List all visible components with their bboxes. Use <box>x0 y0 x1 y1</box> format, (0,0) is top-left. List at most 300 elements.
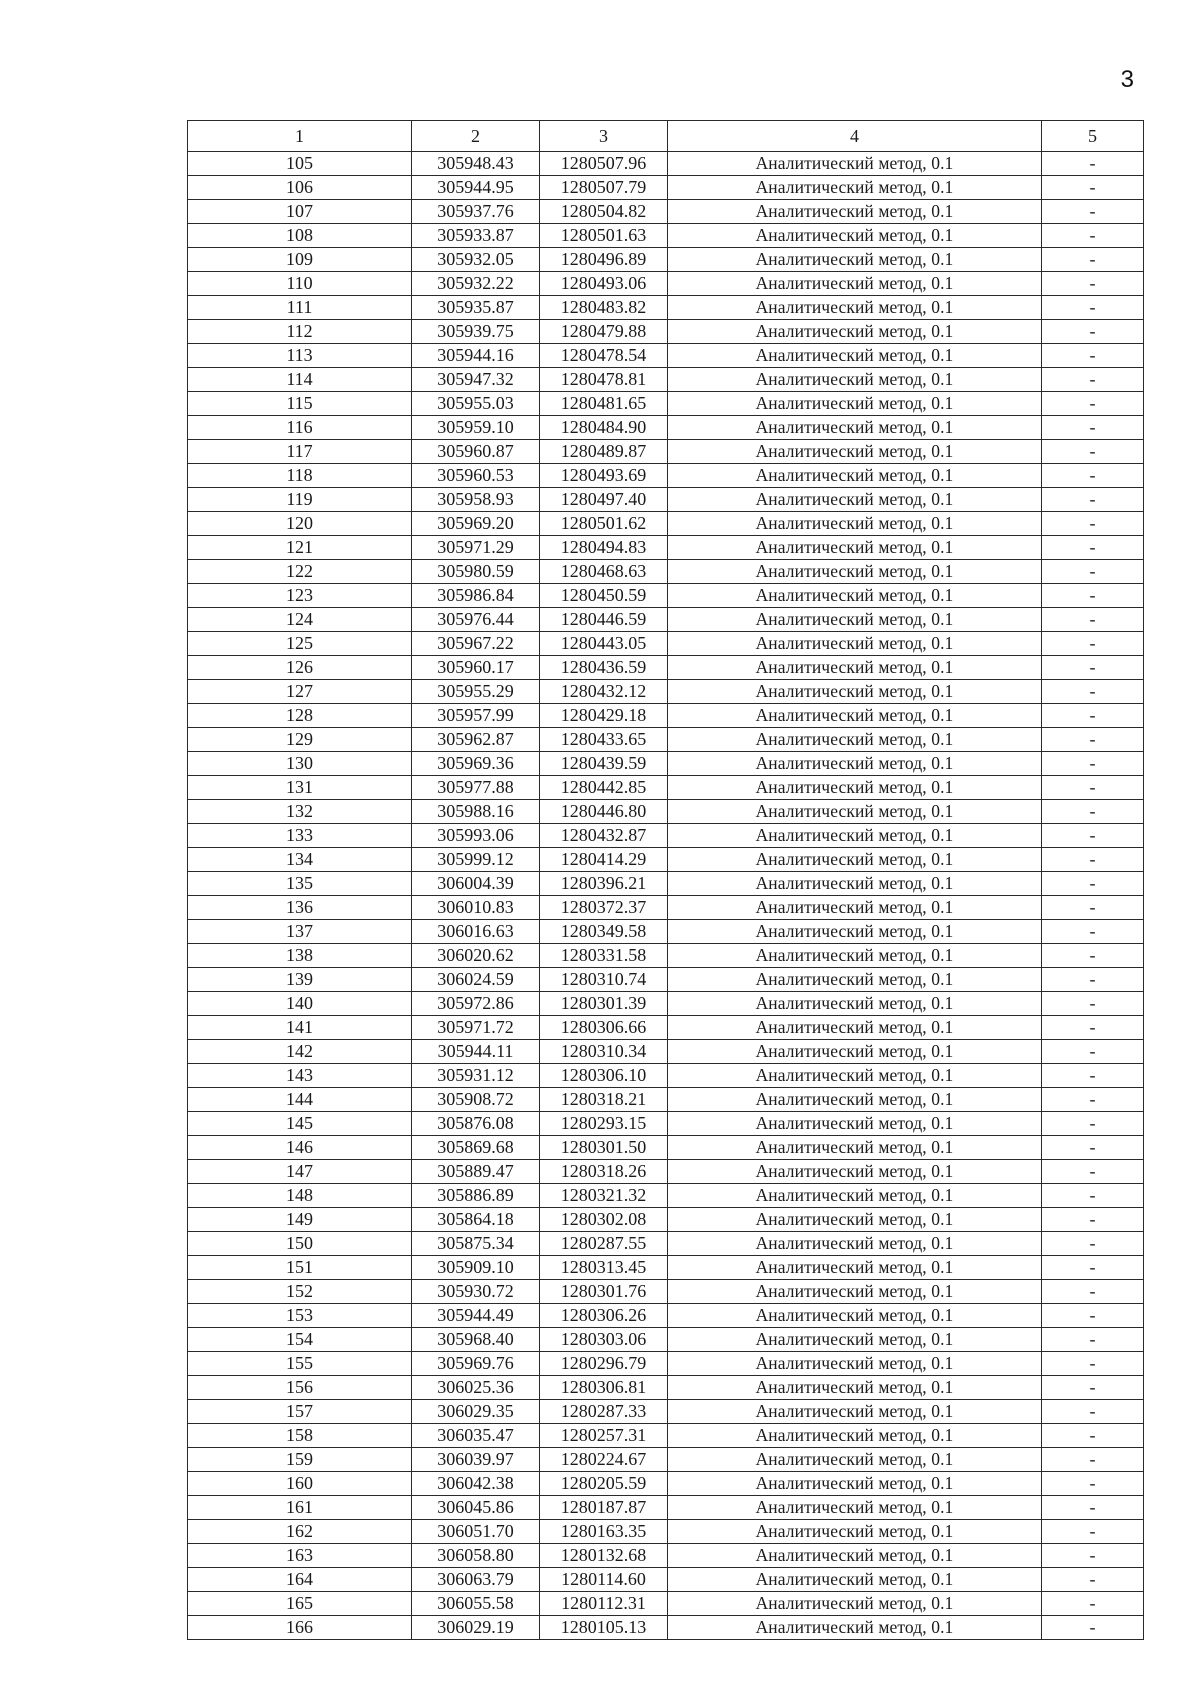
method-cell: Аналитический метод, 0.1 <box>668 320 1042 344</box>
method-cell: Аналитический метод, 0.1 <box>668 1568 1042 1592</box>
table-row <box>188 536 1144 560</box>
table-row <box>188 1160 1144 1184</box>
point-number-cell: 134 <box>188 848 412 872</box>
table-row <box>188 776 1144 800</box>
table-row <box>188 176 1144 200</box>
point-number-cell: 107 <box>188 200 412 224</box>
method-cell: Аналитический метод, 0.1 <box>668 1424 1042 1448</box>
method-cell: Аналитический метод, 0.1 <box>668 1472 1042 1496</box>
method-cell: Аналитический метод, 0.1 <box>668 1352 1042 1376</box>
y-coordinate-cell: 1280112.31 <box>540 1592 668 1616</box>
x-coordinate-cell: 305980.59 <box>412 560 540 584</box>
table-body <box>188 152 1144 1640</box>
method-cell: Аналитический метод, 0.1 <box>668 1112 1042 1136</box>
table-row <box>188 1376 1144 1400</box>
table-row <box>188 1280 1144 1304</box>
x-coordinate-cell: 305908.72 <box>412 1088 540 1112</box>
point-number-cell: 141 <box>188 1016 412 1040</box>
x-coordinate-cell: 305976.44 <box>412 608 540 632</box>
description-cell: - <box>1042 944 1144 968</box>
x-coordinate-cell: 305962.87 <box>412 728 540 752</box>
description-cell: - <box>1042 1328 1144 1352</box>
description-cell: - <box>1042 1208 1144 1232</box>
y-coordinate-cell: 1280287.55 <box>540 1232 668 1256</box>
x-coordinate-cell: 305955.03 <box>412 392 540 416</box>
table-row <box>188 800 1144 824</box>
x-coordinate-cell: 305969.76 <box>412 1352 540 1376</box>
y-coordinate-cell: 1280496.89 <box>540 248 668 272</box>
table-row <box>188 1472 1144 1496</box>
point-number-cell: 122 <box>188 560 412 584</box>
point-number-cell: 124 <box>188 608 412 632</box>
y-coordinate-cell: 1280481.65 <box>540 392 668 416</box>
y-coordinate-cell: 1280302.08 <box>540 1208 668 1232</box>
point-number-cell: 151 <box>188 1256 412 1280</box>
x-coordinate-cell: 305958.93 <box>412 488 540 512</box>
description-cell: - <box>1042 1472 1144 1496</box>
x-coordinate-cell: 305939.75 <box>412 320 540 344</box>
method-cell: Аналитический метод, 0.1 <box>668 968 1042 992</box>
table-row <box>188 968 1144 992</box>
table-row <box>188 1568 1144 1592</box>
y-coordinate-cell: 1280321.32 <box>540 1184 668 1208</box>
method-cell: Аналитический метод, 0.1 <box>668 1256 1042 1280</box>
method-cell: Аналитический метод, 0.1 <box>668 752 1042 776</box>
method-cell: Аналитический метод, 0.1 <box>668 1136 1042 1160</box>
y-coordinate-cell: 1280484.90 <box>540 416 668 440</box>
table-row <box>188 1088 1144 1112</box>
point-number-cell: 156 <box>188 1376 412 1400</box>
point-number-cell: 133 <box>188 824 412 848</box>
table-row <box>188 872 1144 896</box>
point-number-cell: 157 <box>188 1400 412 1424</box>
point-number-cell: 113 <box>188 344 412 368</box>
point-number-cell: 111 <box>188 296 412 320</box>
point-number-cell: 138 <box>188 944 412 968</box>
y-coordinate-cell: 1280114.60 <box>540 1568 668 1592</box>
description-cell: - <box>1042 272 1144 296</box>
table-row <box>188 224 1144 248</box>
method-cell: Аналитический метод, 0.1 <box>668 440 1042 464</box>
table-row <box>188 464 1144 488</box>
point-number-cell: 140 <box>188 992 412 1016</box>
x-coordinate-cell: 305993.06 <box>412 824 540 848</box>
x-coordinate-cell: 305889.47 <box>412 1160 540 1184</box>
method-cell: Аналитический метод, 0.1 <box>668 824 1042 848</box>
table-row <box>188 272 1144 296</box>
point-number-cell: 135 <box>188 872 412 896</box>
y-coordinate-cell: 1280306.66 <box>540 1016 668 1040</box>
x-coordinate-cell: 305876.08 <box>412 1112 540 1136</box>
x-coordinate-cell: 306051.70 <box>412 1520 540 1544</box>
description-cell: - <box>1042 1136 1144 1160</box>
x-coordinate-cell: 305986.84 <box>412 584 540 608</box>
method-cell: Аналитический метод, 0.1 <box>668 1016 1042 1040</box>
x-coordinate-cell: 306010.83 <box>412 896 540 920</box>
description-cell: - <box>1042 1304 1144 1328</box>
y-coordinate-cell: 1280432.87 <box>540 824 668 848</box>
description-cell: - <box>1042 1040 1144 1064</box>
y-coordinate-cell: 1280414.29 <box>540 848 668 872</box>
y-coordinate-cell: 1280318.26 <box>540 1160 668 1184</box>
x-coordinate-cell: 306025.36 <box>412 1376 540 1400</box>
y-coordinate-cell: 1280301.50 <box>540 1136 668 1160</box>
x-coordinate-cell: 305944.16 <box>412 344 540 368</box>
y-coordinate-cell: 1280468.63 <box>540 560 668 584</box>
description-cell: - <box>1042 440 1144 464</box>
method-cell: Аналитический метод, 0.1 <box>668 296 1042 320</box>
y-coordinate-cell: 1280479.88 <box>540 320 668 344</box>
page-number: 3 <box>1120 66 1134 93</box>
point-number-cell: 146 <box>188 1136 412 1160</box>
table-row <box>188 728 1144 752</box>
method-cell: Аналитический метод, 0.1 <box>668 1208 1042 1232</box>
point-number-cell: 118 <box>188 464 412 488</box>
x-coordinate-cell: 305960.87 <box>412 440 540 464</box>
point-number-cell: 121 <box>188 536 412 560</box>
y-coordinate-cell: 1280301.39 <box>540 992 668 1016</box>
description-cell: - <box>1042 464 1144 488</box>
point-number-cell: 159 <box>188 1448 412 1472</box>
table-row <box>188 1592 1144 1616</box>
point-number-cell: 112 <box>188 320 412 344</box>
description-cell: - <box>1042 392 1144 416</box>
y-coordinate-cell: 1280310.74 <box>540 968 668 992</box>
point-number-cell: 127 <box>188 680 412 704</box>
point-number-cell: 160 <box>188 1472 412 1496</box>
x-coordinate-cell: 305968.40 <box>412 1328 540 1352</box>
description-cell: - <box>1042 560 1144 584</box>
method-cell: Аналитический метод, 0.1 <box>668 1448 1042 1472</box>
y-coordinate-cell: 1280507.96 <box>540 152 668 176</box>
y-coordinate-cell: 1280303.06 <box>540 1328 668 1352</box>
point-number-cell: 131 <box>188 776 412 800</box>
table-row <box>188 1616 1144 1640</box>
description-cell: - <box>1042 776 1144 800</box>
x-coordinate-cell: 305933.87 <box>412 224 540 248</box>
method-cell: Аналитический метод, 0.1 <box>668 632 1042 656</box>
x-coordinate-cell: 305988.16 <box>412 800 540 824</box>
x-coordinate-cell: 305948.43 <box>412 152 540 176</box>
description-cell: - <box>1042 1280 1144 1304</box>
x-coordinate-cell: 305875.34 <box>412 1232 540 1256</box>
x-coordinate-cell: 305944.49 <box>412 1304 540 1328</box>
table-row <box>188 560 1144 584</box>
point-number-cell: 153 <box>188 1304 412 1328</box>
table-row <box>188 848 1144 872</box>
table-row <box>188 632 1144 656</box>
x-coordinate-cell: 306055.58 <box>412 1592 540 1616</box>
table-row <box>188 656 1144 680</box>
x-coordinate-cell: 306063.79 <box>412 1568 540 1592</box>
x-coordinate-cell: 306035.47 <box>412 1424 540 1448</box>
method-cell: Аналитический метод, 0.1 <box>668 1592 1042 1616</box>
x-coordinate-cell: 306029.35 <box>412 1400 540 1424</box>
description-cell: - <box>1042 1568 1144 1592</box>
point-number-cell: 149 <box>188 1208 412 1232</box>
x-coordinate-cell: 305886.89 <box>412 1184 540 1208</box>
description-cell: - <box>1042 224 1144 248</box>
description-cell: - <box>1042 872 1144 896</box>
y-coordinate-cell: 1280436.59 <box>540 656 668 680</box>
method-cell: Аналитический метод, 0.1 <box>668 920 1042 944</box>
point-number-cell: 148 <box>188 1184 412 1208</box>
description-cell: - <box>1042 1160 1144 1184</box>
table-row <box>188 584 1144 608</box>
description-cell: - <box>1042 1184 1144 1208</box>
y-coordinate-cell: 1280257.31 <box>540 1424 668 1448</box>
x-coordinate-cell: 305931.12 <box>412 1064 540 1088</box>
point-number-cell: 161 <box>188 1496 412 1520</box>
table-row <box>188 1112 1144 1136</box>
description-cell: - <box>1042 752 1144 776</box>
y-coordinate-cell: 1280396.21 <box>540 872 668 896</box>
point-number-cell: 117 <box>188 440 412 464</box>
method-cell: Аналитический метод, 0.1 <box>668 608 1042 632</box>
y-coordinate-cell: 1280493.06 <box>540 272 668 296</box>
method-cell: Аналитический метод, 0.1 <box>668 344 1042 368</box>
description-cell: - <box>1042 1616 1144 1640</box>
table-row <box>188 992 1144 1016</box>
method-cell: Аналитический метод, 0.1 <box>668 488 1042 512</box>
description-cell: - <box>1042 608 1144 632</box>
point-number-cell: 106 <box>188 176 412 200</box>
description-cell: - <box>1042 992 1144 1016</box>
point-number-cell: 166 <box>188 1616 412 1640</box>
x-coordinate-cell: 305969.20 <box>412 512 540 536</box>
table-row <box>188 1304 1144 1328</box>
table-row <box>188 152 1144 176</box>
description-cell: - <box>1042 1520 1144 1544</box>
description-cell: - <box>1042 1448 1144 1472</box>
description-cell: - <box>1042 416 1144 440</box>
method-cell: Аналитический метод, 0.1 <box>668 1040 1042 1064</box>
x-coordinate-cell: 305869.68 <box>412 1136 540 1160</box>
x-coordinate-cell: 305999.12 <box>412 848 540 872</box>
description-cell: - <box>1042 536 1144 560</box>
table-row <box>188 248 1144 272</box>
description-cell: - <box>1042 1232 1144 1256</box>
y-coordinate-cell: 1280433.65 <box>540 728 668 752</box>
point-number-cell: 155 <box>188 1352 412 1376</box>
table-row <box>188 200 1144 224</box>
description-cell: - <box>1042 1376 1144 1400</box>
description-cell: - <box>1042 824 1144 848</box>
y-coordinate-cell: 1280450.59 <box>540 584 668 608</box>
point-number-cell: 158 <box>188 1424 412 1448</box>
description-cell: - <box>1042 488 1144 512</box>
method-cell: Аналитический метод, 0.1 <box>668 1400 1042 1424</box>
description-cell: - <box>1042 728 1144 752</box>
description-cell: - <box>1042 1112 1144 1136</box>
point-number-cell: 147 <box>188 1160 412 1184</box>
table-row <box>188 1424 1144 1448</box>
table-row <box>188 944 1144 968</box>
point-number-cell: 126 <box>188 656 412 680</box>
method-cell: Аналитический метод, 0.1 <box>668 584 1042 608</box>
method-cell: Аналитический метод, 0.1 <box>668 368 1042 392</box>
description-cell: - <box>1042 1088 1144 1112</box>
y-coordinate-cell: 1280494.83 <box>540 536 668 560</box>
method-cell: Аналитический метод, 0.1 <box>668 800 1042 824</box>
method-cell: Аналитический метод, 0.1 <box>668 1496 1042 1520</box>
point-number-cell: 123 <box>188 584 412 608</box>
table-row <box>188 1352 1144 1376</box>
method-cell: Аналитический метод, 0.1 <box>668 1280 1042 1304</box>
point-number-cell: 115 <box>188 392 412 416</box>
y-coordinate-cell: 1280493.69 <box>540 464 668 488</box>
method-cell: Аналитический метод, 0.1 <box>668 1184 1042 1208</box>
method-cell: Аналитический метод, 0.1 <box>668 416 1042 440</box>
method-cell: Аналитический метод, 0.1 <box>668 872 1042 896</box>
table-row <box>188 680 1144 704</box>
y-coordinate-cell: 1280432.12 <box>540 680 668 704</box>
description-cell: - <box>1042 848 1144 872</box>
table-row <box>188 344 1144 368</box>
x-coordinate-cell: 305944.95 <box>412 176 540 200</box>
description-cell: - <box>1042 800 1144 824</box>
x-coordinate-cell: 305932.22 <box>412 272 540 296</box>
table-row <box>188 512 1144 536</box>
x-coordinate-cell: 305967.22 <box>412 632 540 656</box>
y-coordinate-cell: 1280446.59 <box>540 608 668 632</box>
y-coordinate-cell: 1280497.40 <box>540 488 668 512</box>
description-cell: - <box>1042 248 1144 272</box>
method-cell: Аналитический метод, 0.1 <box>668 1232 1042 1256</box>
x-coordinate-cell: 305960.17 <box>412 656 540 680</box>
y-coordinate-cell: 1280501.62 <box>540 512 668 536</box>
method-cell: Аналитический метод, 0.1 <box>668 248 1042 272</box>
method-cell: Аналитический метод, 0.1 <box>668 176 1042 200</box>
point-number-cell: 144 <box>188 1088 412 1112</box>
table-row <box>188 1136 1144 1160</box>
method-cell: Аналитический метод, 0.1 <box>668 896 1042 920</box>
y-coordinate-cell: 1280306.10 <box>540 1064 668 1088</box>
table-row <box>188 896 1144 920</box>
y-coordinate-cell: 1280163.35 <box>540 1520 668 1544</box>
column-header-method: 4 <box>668 121 1042 152</box>
table-header-row <box>188 121 1144 152</box>
table-row <box>188 1496 1144 1520</box>
y-coordinate-cell: 1280205.59 <box>540 1472 668 1496</box>
method-cell: Аналитический метод, 0.1 <box>668 848 1042 872</box>
description-cell: - <box>1042 704 1144 728</box>
y-coordinate-cell: 1280429.18 <box>540 704 668 728</box>
method-cell: Аналитический метод, 0.1 <box>668 776 1042 800</box>
y-coordinate-cell: 1280187.87 <box>540 1496 668 1520</box>
point-number-cell: 119 <box>188 488 412 512</box>
description-cell: - <box>1042 1256 1144 1280</box>
column-header-point-number: 1 <box>188 121 412 152</box>
y-coordinate-cell: 1280313.45 <box>540 1256 668 1280</box>
y-coordinate-cell: 1280301.76 <box>540 1280 668 1304</box>
description-cell: - <box>1042 896 1144 920</box>
point-number-cell: 120 <box>188 512 412 536</box>
x-coordinate-cell: 305977.88 <box>412 776 540 800</box>
description-cell: - <box>1042 1424 1144 1448</box>
y-coordinate-cell: 1280318.21 <box>540 1088 668 1112</box>
description-cell: - <box>1042 1352 1144 1376</box>
y-coordinate-cell: 1280372.37 <box>540 896 668 920</box>
x-coordinate-cell: 305864.18 <box>412 1208 540 1232</box>
y-coordinate-cell: 1280442.85 <box>540 776 668 800</box>
x-coordinate-cell: 305909.10 <box>412 1256 540 1280</box>
x-coordinate-cell: 305944.11 <box>412 1040 540 1064</box>
table-row <box>188 416 1144 440</box>
description-cell: - <box>1042 968 1144 992</box>
table-row <box>188 1208 1144 1232</box>
point-number-cell: 116 <box>188 416 412 440</box>
table-row <box>188 704 1144 728</box>
x-coordinate-cell: 305937.76 <box>412 200 540 224</box>
table-row <box>188 1016 1144 1040</box>
x-coordinate-cell: 306042.38 <box>412 1472 540 1496</box>
method-cell: Аналитический метод, 0.1 <box>668 392 1042 416</box>
point-number-cell: 132 <box>188 800 412 824</box>
point-number-cell: 125 <box>188 632 412 656</box>
y-coordinate-cell: 1280504.82 <box>540 200 668 224</box>
description-cell: - <box>1042 320 1144 344</box>
y-coordinate-cell: 1280105.13 <box>540 1616 668 1640</box>
method-cell: Аналитический метод, 0.1 <box>668 464 1042 488</box>
column-header-y: 3 <box>540 121 668 152</box>
table-row <box>188 1256 1144 1280</box>
x-coordinate-cell: 305957.99 <box>412 704 540 728</box>
method-cell: Аналитический метод, 0.1 <box>668 944 1042 968</box>
method-cell: Аналитический метод, 0.1 <box>668 1544 1042 1568</box>
table-row <box>188 1544 1144 1568</box>
description-cell: - <box>1042 1592 1144 1616</box>
y-coordinate-cell: 1280478.54 <box>540 344 668 368</box>
description-cell: - <box>1042 296 1144 320</box>
y-coordinate-cell: 1280224.67 <box>540 1448 668 1472</box>
y-coordinate-cell: 1280306.26 <box>540 1304 668 1328</box>
coordinates-table <box>187 120 1144 1640</box>
y-coordinate-cell: 1280296.79 <box>540 1352 668 1376</box>
y-coordinate-cell: 1280287.33 <box>540 1400 668 1424</box>
method-cell: Аналитический метод, 0.1 <box>668 200 1042 224</box>
x-coordinate-cell: 305947.32 <box>412 368 540 392</box>
point-number-cell: 143 <box>188 1064 412 1088</box>
table-row <box>188 608 1144 632</box>
table-row <box>188 368 1144 392</box>
point-number-cell: 142 <box>188 1040 412 1064</box>
point-number-cell: 162 <box>188 1520 412 1544</box>
description-cell: - <box>1042 152 1144 176</box>
method-cell: Аналитический метод, 0.1 <box>668 152 1042 176</box>
y-coordinate-cell: 1280489.87 <box>540 440 668 464</box>
description-cell: - <box>1042 512 1144 536</box>
method-cell: Аналитический метод, 0.1 <box>668 512 1042 536</box>
method-cell: Аналитический метод, 0.1 <box>668 1520 1042 1544</box>
point-number-cell: 137 <box>188 920 412 944</box>
y-coordinate-cell: 1280306.81 <box>540 1376 668 1400</box>
table-row <box>188 1328 1144 1352</box>
x-coordinate-cell: 305935.87 <box>412 296 540 320</box>
point-number-cell: 128 <box>188 704 412 728</box>
point-number-cell: 163 <box>188 1544 412 1568</box>
x-coordinate-cell: 306058.80 <box>412 1544 540 1568</box>
x-coordinate-cell: 305959.10 <box>412 416 540 440</box>
description-cell: - <box>1042 632 1144 656</box>
table-row <box>188 440 1144 464</box>
table-row <box>188 392 1144 416</box>
y-coordinate-cell: 1280443.05 <box>540 632 668 656</box>
table-row <box>188 1064 1144 1088</box>
x-coordinate-cell: 305969.36 <box>412 752 540 776</box>
point-number-cell: 136 <box>188 896 412 920</box>
x-coordinate-cell: 306024.59 <box>412 968 540 992</box>
